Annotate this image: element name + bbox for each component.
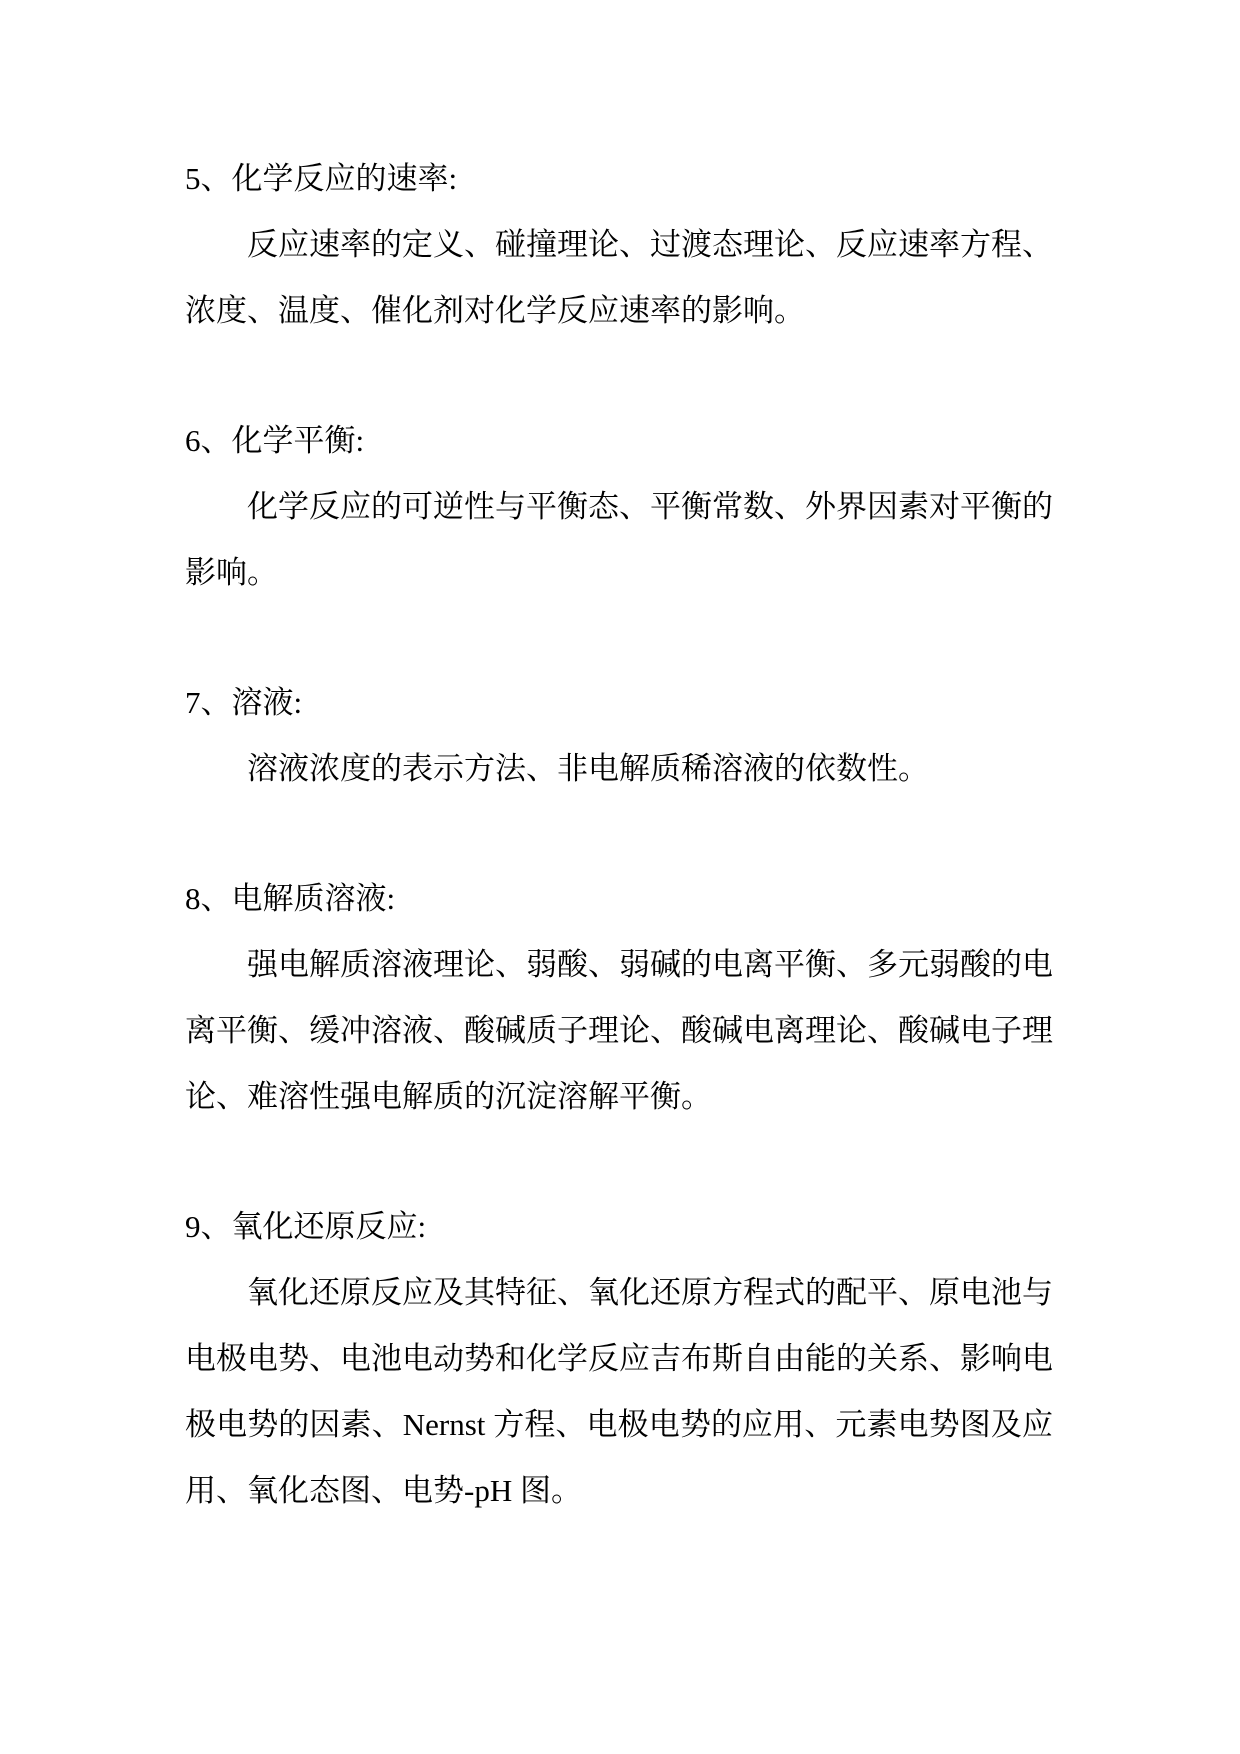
section-paragraph <box>185 1260 1053 1524</box>
paragraph-line: 电极电势、电池电动势和化学反应吉布斯自由能的关系、影响电 <box>185 1341 1053 1376</box>
section-9-redox-reactions <box>185 1194 1053 1524</box>
paragraph-line: 论、难溶性强电解质的沉淀溶解平衡。 <box>185 1079 712 1114</box>
section-5-reaction-rate <box>185 146 1053 344</box>
section-heading: 6、化学平衡: <box>185 423 365 458</box>
section-heading: 5、化学反应的速率: <box>185 161 458 196</box>
section-8-electrolyte-solutions <box>185 866 1053 1130</box>
section-paragraph <box>185 474 1053 606</box>
section-paragraph <box>185 212 1053 344</box>
paragraph-line: 极电势的因素、Nernst 方程、电极电势的应用、元素电势图及应 <box>185 1407 1053 1442</box>
paragraph-line: 氧化还原反应及其特征、氧化还原方程式的配平、原电池与 <box>247 1275 1053 1310</box>
paragraph-line: 用、氧化态图、电势-pH 图。 <box>185 1473 582 1508</box>
paragraph-line: 强电解质溶液理论、弱酸、弱碱的电离平衡、多元弱酸的电 <box>247 947 1053 982</box>
paragraph-line: 反应速率的定义、碰撞理论、过渡态理论、反应速率方程、 <box>247 227 1053 262</box>
section-paragraph <box>185 932 1053 1130</box>
paragraph-line: 溶液浓度的表示方法、非电解质稀溶液的依数性。 <box>247 751 929 786</box>
section-7-solutions <box>185 670 1053 802</box>
section-heading: 8、电解质溶液: <box>185 881 396 916</box>
section-6-chemical-equilibrium <box>185 408 1053 606</box>
paragraph-line: 离平衡、缓冲溶液、酸碱质子理论、酸碱电离理论、酸碱电子理 <box>185 1013 1053 1048</box>
paragraph-line: 影响。 <box>185 555 278 590</box>
section-heading: 9、氧化还原反应: <box>185 1209 427 1244</box>
section-heading: 7、溶液: <box>185 685 303 720</box>
paragraph-line: 化学反应的可逆性与平衡态、平衡常数、外界因素对平衡的 <box>247 489 1053 524</box>
paragraph-line: 浓度、温度、催化剂对化学反应速率的影响。 <box>185 293 805 328</box>
section-paragraph <box>185 736 1053 802</box>
document-content <box>185 146 1053 1524</box>
